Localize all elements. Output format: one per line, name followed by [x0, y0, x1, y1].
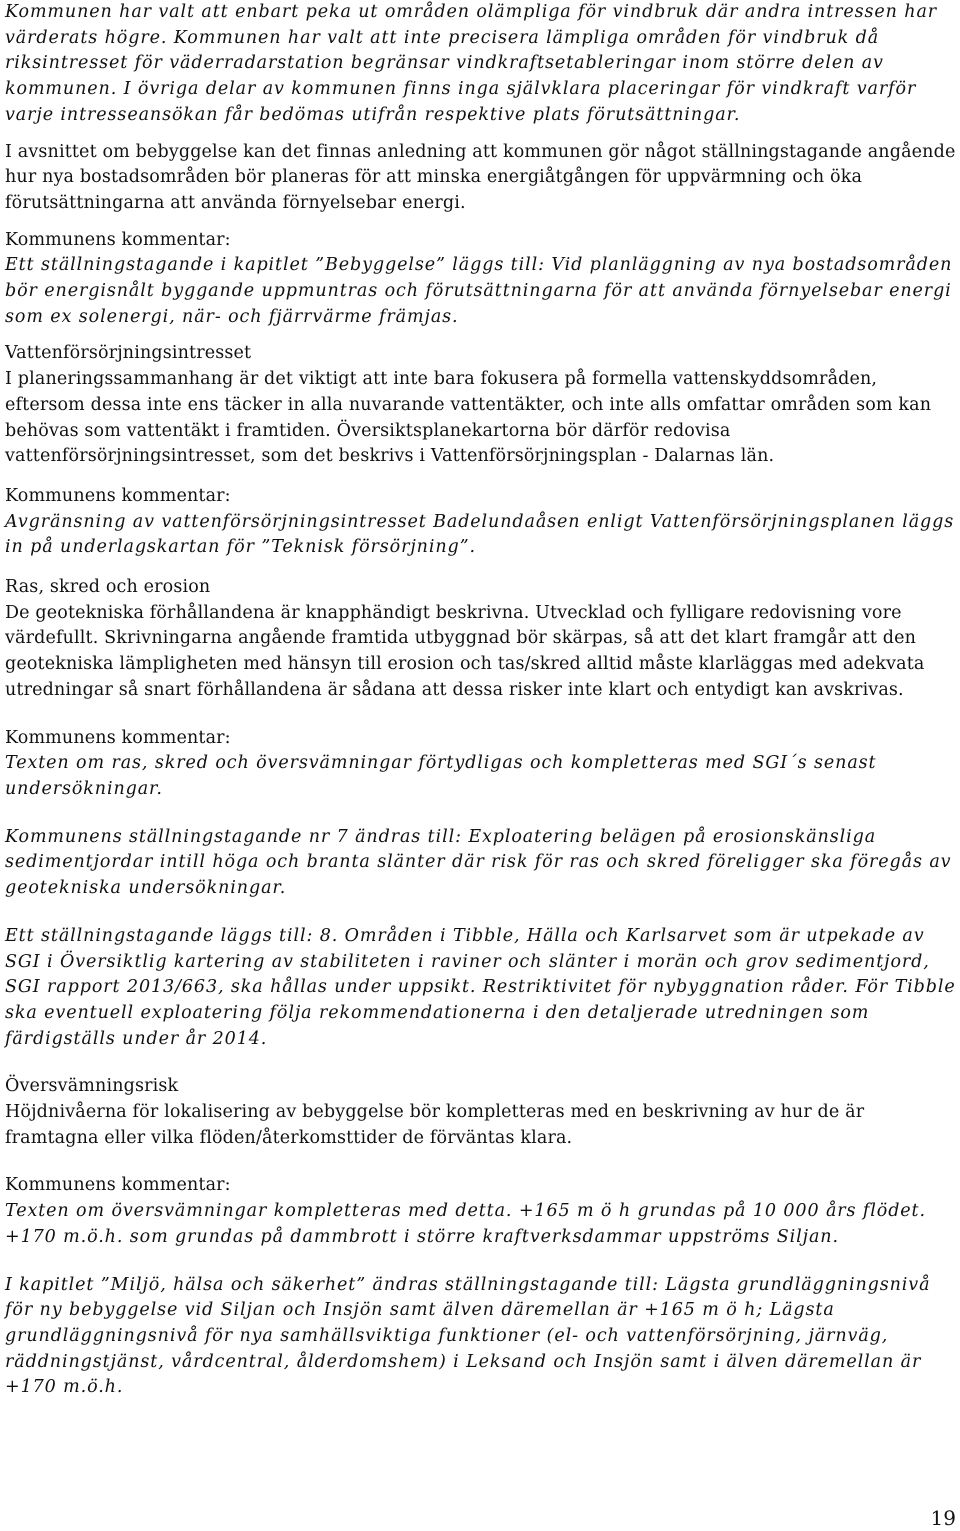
paragraph-stallningstagande-7: Kommunens ställningstagande nr 7 ändras till: Exploatering belägen på erosionskänsliga sedimentjordar intill höga och branta slänter där risk för ras och skred föreligger ska föregås av geotekniska undersökningar. — [5, 826, 952, 899]
paragraph-ras-skred: De geotekniska förhållandena är knapphändigt beskrivna. Utvecklad och fylligare redovisning vore värdefullt. Skrivningarna angående framtida utbyggnad bör skärpas, så att det klart framgår att den geotekniska lämpligheten med hänsyn till erosion och tas/skred alltid måste klarläggas med adekvata utredningar så snart förhållandena är sådana att dessa risker inte klart och entydigt kan avskrivas. — [5, 602, 925, 700]
paragraph-vindbruk: Kommunen har valt att enbart peka ut områden olämpliga för vindbruk där andra intressen har värderats högre. Kommunen har valt att inte precisera lämpliga områden för vindbruk då riksintresset för väderradarstation begränsar vindkraftsetableringar inom större delen av kommunen. I övriga delar av kommunen finns inga självklara placeringar för vindkraft varför varje intresseansökan får bedömas utifrån respektive plats förutsättningar. — [5, 2, 938, 125]
comment-heading: Kommunens kommentar: — [5, 485, 231, 506]
paragraph-stallningstagande-8: Ett ställningstagande läggs till: 8. Områden i Tibble, Hälla och Karlsarvet som är utpekade av SGI i Översiktlig kartering av stabiliteten i raviner och slänter i morän och grov sedimentjord, SGI rapport 2013/663, ska hållas under uppsikt. Restriktivitet för nybyggnation råder. För Tibble ska eventuell exploatering följa rekommendationerna i den detaljerade utredningen som färdigställs under år 2014. — [5, 925, 956, 1049]
paragraph-bebyggelse: I avsnittet om bebyggelse kan det finnas anledning att kommunen gör något ställningstagande angående hur nya bostadsområden bör planeras för att minska energiåtgången för uppvärmning och öka förutsättningarna att använda förnyelsebar energi. — [5, 141, 956, 213]
section-heading-oversvamning: Översvämningsrisk — [5, 1076, 179, 1097]
paragraph-comment-ras: Texten om ras, skred och översvämningar förtydligas och kompletteras med SGI´s senast undersökningar. — [5, 753, 877, 799]
comment-heading: Kommunens kommentar: — [5, 229, 231, 250]
section-heading-ras-skred: Ras, skred och erosion — [5, 577, 211, 598]
paragraph-miljo-halsa: I kapitlet ”Miljö, hälsa och säkerhet” ändras ställningstagande till: Lägsta grundläggningsnivå för ny bebyggelse vid Siljan och Insjön samt älven däremellan är +165 m ö h; Lägsta grundläggningsnivå för nya samhällsviktiga funktioner (el- och vattenförsörjning, järnväg, räddningstjänst, vårdcentral, ålderdomshem) i Leksand och Insjön samt i älven däremellan är +170 m.ö.h. — [5, 1274, 931, 1398]
paragraph-comment-bebyggelse: Ett ställningstagande i kapitlet ”Bebyggelse” läggs till: Vid planläggning av nya bostadsområden bör energisnålt byggande uppmuntras och förutsättningarna för att använda förnyelsebar energi som ex solenergi, när- och fjärrvärme främjas. — [5, 255, 953, 327]
comment-heading: Kommunens kommentar: — [5, 727, 231, 748]
paragraph-comment-vatten: Avgränsning av vattenförsörjningsintresset Badelundaåsen enligt Vattenförsörjningsplanen läggs in på underlagskartan för ”Teknisk försörjning”. — [5, 511, 955, 558]
page-number: 19 — [930, 1506, 956, 1530]
paragraph-vattenforsorjning: I planeringssammanhang är det viktigt att inte bara fokusera på formella vattenskyddsområden, eftersom dessa inte ens täcker in alla nuvarande vattentäkter, och inte alls omfattar områden som kan behövas som vattentäkt i framtiden. Översiktsplanekartorna bör därför redovisa vattenförsörjningsintresset, som det beskrivs i Vattenförsörjningsplan - Dalarnas län. — [5, 369, 932, 467]
section-heading-vattenforsorjning: Vattenförsörjningsintresset — [5, 343, 252, 364]
comment-heading: Kommunens kommentar: — [5, 1175, 231, 1196]
paragraph-comment-oversvamning: Texten om översvämningar kompletteras med detta. +165 m ö h grundas på 10 000 års flödet. +170 m.ö.h. som grundas på dammbrott i större kraftverksdammar uppströms Siljan. — [5, 1201, 926, 1247]
document-page — [5, 0, 957, 1401]
paragraph-oversvamning: Höjdnivåerna för lokalisering av bebyggelse bör kompletteras med en beskrivning av hur de är framtagna eller vilka flöden/återkomsttider de förväntas klara. — [5, 1102, 865, 1148]
